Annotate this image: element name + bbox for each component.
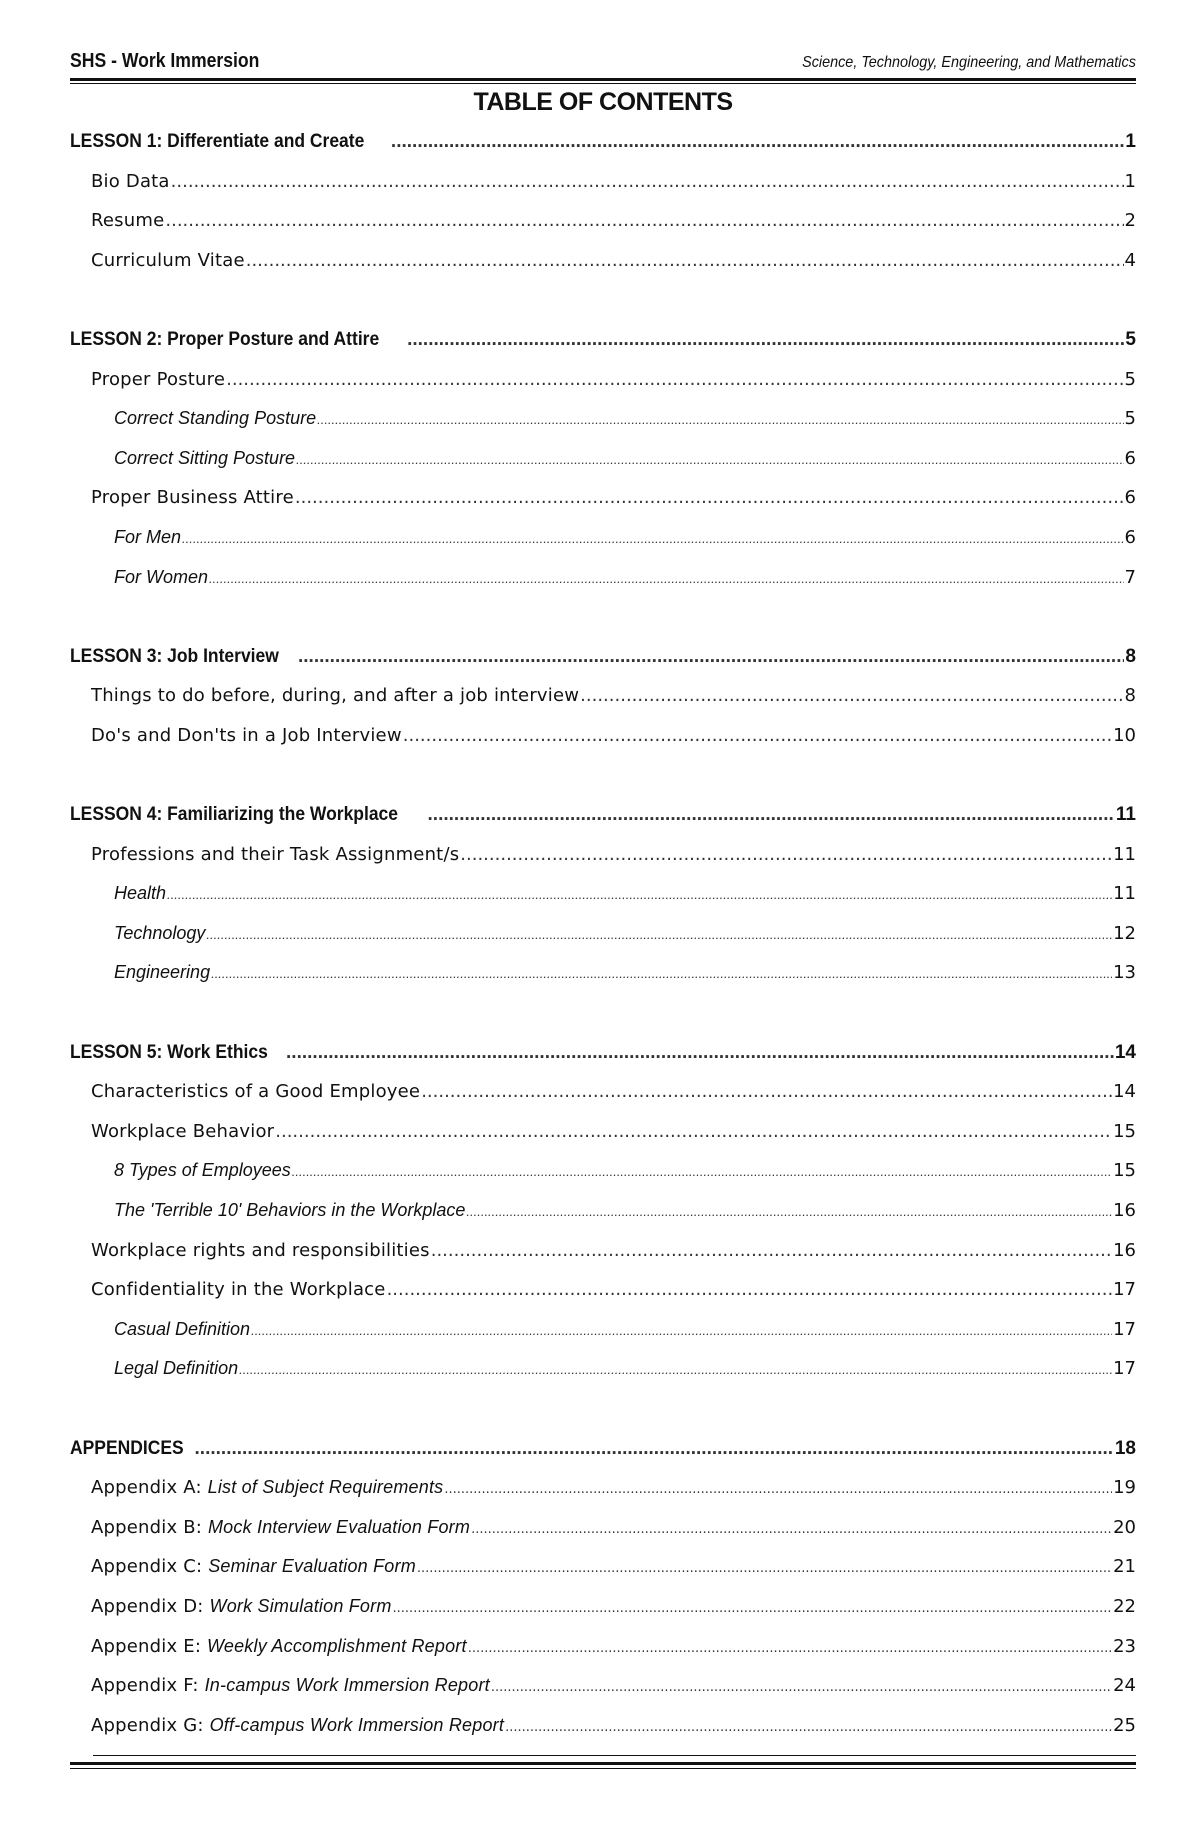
- toc-entry-label: Workplace rights and responsibilities: [91, 1239, 430, 1261]
- dot-leader: [211, 954, 1112, 994]
- toc-page-number: 19: [1113, 1477, 1136, 1499]
- dot-leader: [195, 1429, 1114, 1469]
- header-strand: Science, Technology, Engineering, and Mathematics: [802, 54, 1136, 71]
- toc-entry-label: [91, 1547, 416, 1587]
- toc-page-number: 5: [1124, 368, 1136, 390]
- dot-leader: [417, 1549, 1112, 1589]
- toc-topic-entry: [70, 241, 1136, 281]
- toc-appendix-title: Mock Interview Evaluation Form: [207, 1516, 471, 1537]
- toc-appendix-prefix: Appendix A:: [91, 1477, 208, 1499]
- toc-entry-label: The 'Terrible 10' Behaviors in the Workplace: [114, 1200, 466, 1221]
- dot-leader: [292, 1152, 1112, 1192]
- dot-leader: [391, 122, 1125, 162]
- toc-entry-label: [91, 1706, 504, 1746]
- toc-page-number: 8: [1125, 645, 1136, 667]
- toc-topic-entry: [70, 201, 1136, 241]
- toc-page-number: 20: [1113, 1516, 1136, 1538]
- toc-entry-label: Professions and their Task Assignment/s: [91, 843, 460, 865]
- dot-leader: [296, 440, 1123, 480]
- toc-subtopic-entry: [70, 953, 1136, 993]
- toc-page-number: 18: [1114, 1437, 1136, 1459]
- toc-entry-label: [91, 1666, 490, 1706]
- toc-topic-entry: [70, 1072, 1136, 1112]
- dot-leader: [182, 519, 1124, 559]
- footer-rule: [70, 1762, 1136, 1765]
- toc-entry-label: Health: [114, 883, 167, 904]
- toc-entry-label: Do's and Don'ts in a Job Interview: [91, 724, 402, 746]
- toc-page-number: 16: [1113, 1200, 1136, 1222]
- document-page: [70, 40, 1136, 1810]
- last-entry-underline: [93, 1755, 1136, 1756]
- toc-entry-label: Legal Definition: [114, 1358, 239, 1379]
- toc-page-number: 11: [1115, 804, 1136, 826]
- toc-page-number: 5: [1125, 328, 1136, 350]
- toc-topic-entry: [70, 716, 1136, 756]
- toc-page-number: 17: [1113, 1318, 1136, 1340]
- dot-leader: [428, 795, 1115, 835]
- dot-leader: [421, 1072, 1112, 1112]
- toc-page-number: 15: [1113, 1160, 1136, 1182]
- toc-topic-entry: [70, 1270, 1136, 1310]
- dot-leader: [505, 1708, 1112, 1748]
- toc-topic-entry: [70, 676, 1136, 716]
- toc-page-number: 12: [1113, 922, 1136, 944]
- toc-entry-label: Correct Standing Posture: [114, 408, 317, 429]
- toc-appendix-prefix: Appendix F:: [91, 1675, 205, 1697]
- dot-leader: [580, 676, 1123, 716]
- dot-leader: [226, 360, 1123, 400]
- toc-topic-entry: [70, 835, 1136, 875]
- dot-leader: [407, 320, 1124, 360]
- toc-page-number: 8: [1124, 685, 1136, 707]
- toc-lesson-entry: [70, 637, 1136, 677]
- toc-page-number: 6: [1124, 447, 1136, 469]
- toc-appendix-prefix: Appendix C:: [91, 1556, 209, 1578]
- toc-entry-label: LESSON 2: Proper Posture and Attire: [70, 328, 380, 350]
- toc-entry-label: Curriculum Vitae: [91, 249, 245, 271]
- toc-topic-entry: [70, 1547, 1136, 1587]
- dot-leader: [466, 1192, 1112, 1232]
- toc-page-number: 13: [1113, 962, 1136, 984]
- toc-page-number: 15: [1113, 1120, 1136, 1142]
- toc-entry-label: [91, 1587, 392, 1627]
- dot-leader: [206, 915, 1112, 955]
- toc-subtopic-entry: [70, 518, 1136, 558]
- toc-entry-label: [91, 1627, 467, 1667]
- table-of-contents: [70, 122, 1136, 1745]
- toc-page-number: 1: [1125, 131, 1136, 152]
- toc-page-number: 14: [1113, 1081, 1136, 1103]
- dot-leader: [317, 400, 1123, 440]
- toc-entry-label: For Men: [114, 526, 182, 547]
- toc-page-number: 1: [1124, 170, 1136, 192]
- toc-appendix-title: Seminar Evaluation Form: [208, 1556, 416, 1577]
- dot-leader: [444, 1470, 1112, 1510]
- toc-entry-label: Engineering: [114, 962, 211, 983]
- toc-appendix-title: In-campus Work Immersion Report: [204, 1675, 490, 1696]
- toc-subtopic-entry: [70, 1349, 1136, 1389]
- dot-leader: [387, 1270, 1113, 1310]
- toc-entry-label: Things to do before, during, and after a job interview: [91, 685, 580, 707]
- toc-topic-entry: [70, 1508, 1136, 1548]
- footer-rule-thin: [70, 1768, 1136, 1769]
- toc-entry-label: 8 Types of Employees: [114, 1160, 291, 1181]
- toc-page-number: 21: [1113, 1556, 1136, 1578]
- toc-entry-label: LESSON 5: Work Ethics: [70, 1041, 268, 1063]
- toc-page-number: 5: [1124, 408, 1136, 430]
- toc-entry-label: Workplace Behavior: [91, 1120, 275, 1142]
- toc-lesson-entry: [70, 795, 1136, 835]
- toc-page-number: 22: [1113, 1595, 1136, 1617]
- toc-page-number: 14: [1114, 1041, 1136, 1063]
- toc-entry-label: Casual Definition: [114, 1318, 251, 1339]
- page-header: [70, 46, 1136, 82]
- toc-lesson-entry: [70, 122, 1136, 162]
- toc-page-number: 16: [1113, 1239, 1136, 1261]
- toc-entry-label: [91, 1468, 443, 1508]
- toc-page-number: 6: [1124, 487, 1136, 509]
- toc-entry-label: LESSON 3: Job Interview: [70, 645, 279, 667]
- toc-entry-label: Characteristics of a Good Employee: [91, 1081, 421, 1103]
- toc-subtopic-entry: [70, 1310, 1136, 1350]
- dot-leader: [460, 835, 1112, 875]
- toc-subtopic-entry: [70, 399, 1136, 439]
- toc-topic-entry: [70, 1468, 1136, 1508]
- toc-topic-entry: [70, 1666, 1136, 1706]
- dot-leader: [167, 875, 1112, 915]
- toc-entry-label: APPENDICES: [70, 1437, 184, 1459]
- dot-leader: [239, 1350, 1112, 1390]
- toc-page-number: 17: [1113, 1279, 1136, 1301]
- toc-page-number: 2: [1124, 210, 1136, 232]
- toc-appendix-title: Weekly Accomplishment Report: [207, 1635, 467, 1656]
- dot-leader: [468, 1629, 1112, 1669]
- dot-leader: [298, 637, 1124, 677]
- toc-entry-label: [91, 1508, 470, 1548]
- toc-topic-entry: [70, 162, 1136, 202]
- toc-lesson-entry: [70, 1033, 1136, 1073]
- dot-leader: [295, 478, 1124, 518]
- toc-page-number: 23: [1113, 1635, 1136, 1657]
- toc-topic-entry: [70, 1627, 1136, 1667]
- dot-leader: [165, 201, 1123, 241]
- toc-subtopic-entry: [70, 439, 1136, 479]
- toc-topic-entry: [70, 1706, 1136, 1746]
- toc-topic-entry: [70, 1231, 1136, 1271]
- header-rule: [70, 78, 1136, 81]
- dot-leader: [491, 1668, 1112, 1708]
- toc-appendix-prefix: Appendix E:: [91, 1635, 208, 1657]
- toc-topic-entry: [70, 478, 1136, 518]
- page-title: TABLE OF CONTENTS: [473, 88, 733, 116]
- dot-leader: [209, 559, 1124, 599]
- toc-subtopic-entry: [70, 874, 1136, 914]
- toc-appendix-title: List of Subject Requirements: [207, 1477, 444, 1498]
- toc-entry-label: Correct Sitting Posture: [114, 447, 296, 468]
- toc-page-number: 10: [1113, 724, 1136, 746]
- toc-topic-entry: [70, 1112, 1136, 1152]
- header-course-title: SHS - Work Immersion: [70, 50, 260, 72]
- toc-entry-label: LESSON 4: Familiarizing the Workplace: [70, 804, 398, 826]
- dot-leader: [251, 1311, 1112, 1351]
- toc-topic-entry: [70, 360, 1136, 400]
- dot-leader: [403, 716, 1112, 756]
- toc-subtopic-entry: [70, 1191, 1136, 1231]
- dot-leader: [431, 1231, 1112, 1271]
- toc-entry-label: Bio Data: [91, 170, 170, 192]
- dot-leader: [393, 1589, 1113, 1629]
- dot-leader: [171, 162, 1124, 202]
- toc-subtopic-entry: [70, 558, 1136, 598]
- toc-appendix-prefix: Appendix B:: [91, 1516, 208, 1538]
- toc-subtopic-entry: [70, 914, 1136, 954]
- toc-topic-entry: [70, 1587, 1136, 1627]
- toc-entry-label: Technology: [114, 922, 206, 943]
- toc-page-number: 7: [1124, 566, 1136, 588]
- toc-appendix-prefix: Appendix G:: [91, 1714, 210, 1736]
- toc-entry-label: Resume: [91, 210, 165, 232]
- dot-leader: [246, 241, 1124, 281]
- toc-appendix-title: Off-campus Work Immersion Report: [209, 1714, 505, 1735]
- toc-lesson-entry: [70, 320, 1136, 360]
- toc-subtopic-entry: [70, 1151, 1136, 1191]
- toc-page-number: 25: [1113, 1714, 1136, 1736]
- dot-leader: [471, 1510, 1112, 1550]
- toc-entry-label: For Women: [114, 566, 209, 587]
- toc-entry-label: Proper Business Attire: [91, 487, 294, 509]
- toc-appendix-title: Work Simulation Form: [209, 1595, 392, 1616]
- toc-entry-label: LESSON 1: Differentiate and Create: [70, 131, 365, 152]
- header-rule-thin: [70, 83, 1136, 84]
- dot-leader: [275, 1112, 1112, 1152]
- toc-page-number: 6: [1124, 526, 1136, 548]
- toc-page-number: 4: [1124, 249, 1136, 271]
- toc-entry-label: Proper Posture: [91, 368, 226, 390]
- toc-appendix-prefix: Appendix D:: [91, 1595, 210, 1617]
- toc-page-number: 11: [1113, 883, 1136, 905]
- toc-page-number: 17: [1113, 1358, 1136, 1380]
- dot-leader: [286, 1033, 1114, 1073]
- toc-lesson-entry: [70, 1429, 1136, 1469]
- toc-entry-label: Confidentiality in the Workplace: [91, 1279, 386, 1301]
- toc-page-number: 24: [1113, 1675, 1136, 1697]
- toc-page-number: 11: [1113, 843, 1136, 865]
